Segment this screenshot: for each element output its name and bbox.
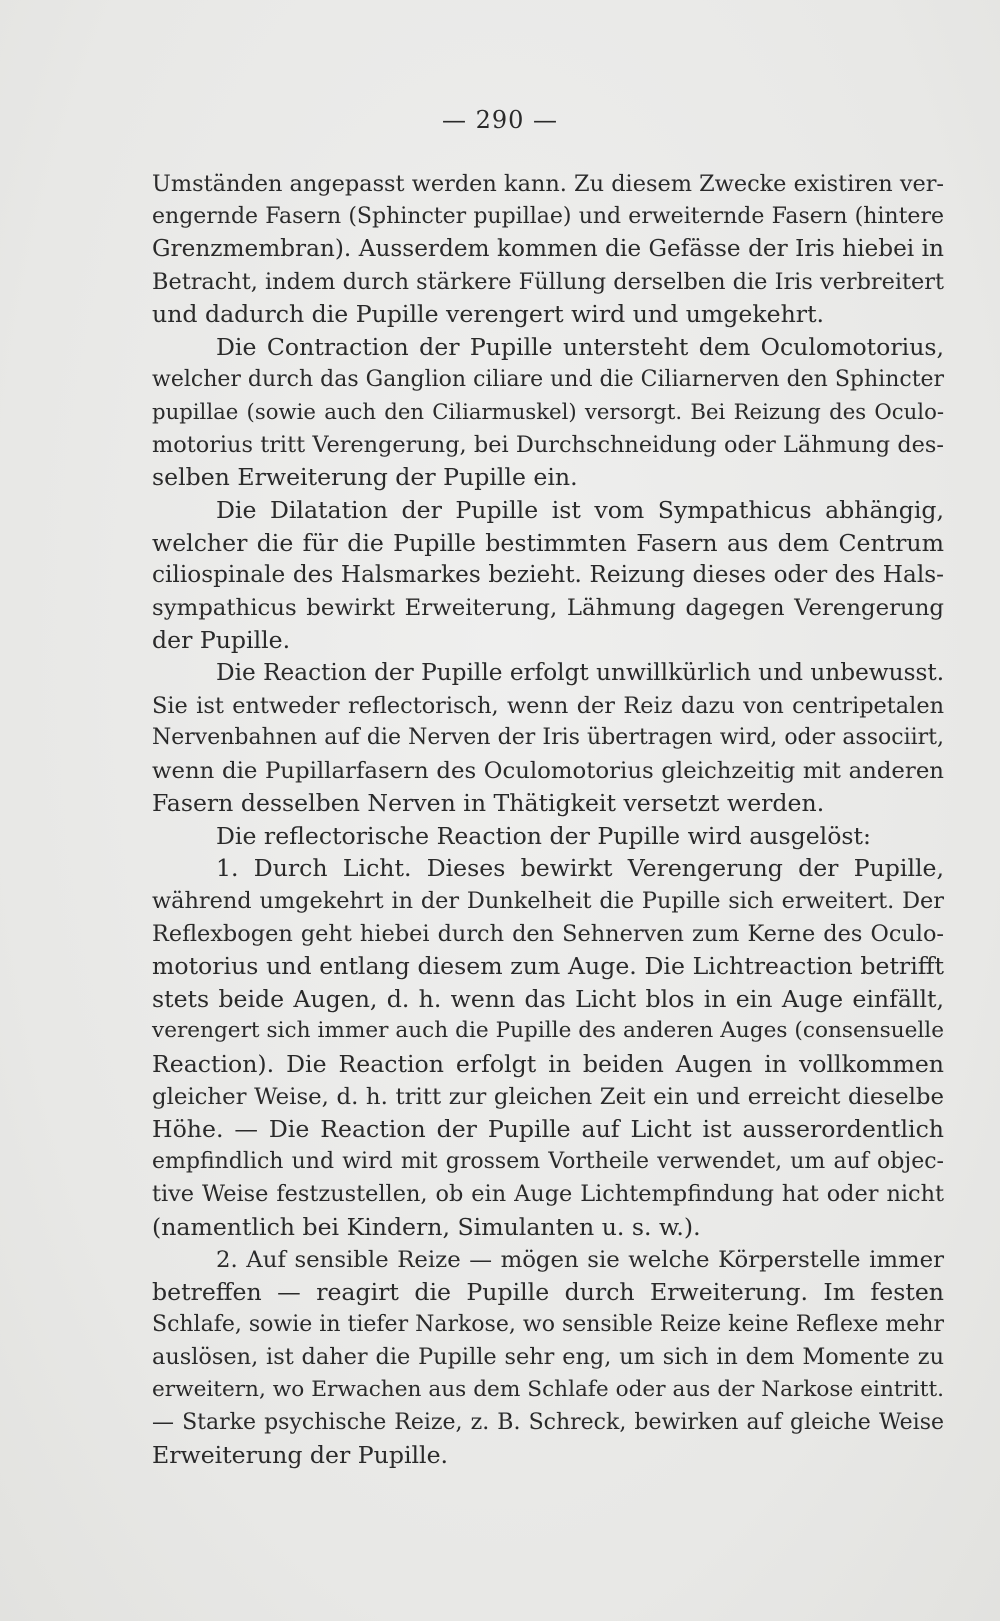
text-line: engernde Fasern (Sphincter pupillae) und erweiternde Fasern (hintere [152,203,944,229]
text-line: Reaction). Die Reaction erfolgt in beiden Augen in vollkommen [152,1050,944,1079]
text-line: motorius und entlang diesem zum Auge. Die Lichtreaction betrifft [152,952,944,981]
text-line: sympathicus bewirkt Erweiterung, Lähmung dagegen Verengerung [152,594,944,621]
text-line: Nervenbahnen auf die Nerven der Iris übertragen wird, oder associirt, [152,725,944,751]
text-line: der Pupille. [152,626,291,655]
text-line: selben Erweiterung der Pupille ein. [152,463,578,492]
text-line: Umständen angepasst werden kann. Zu diesem Zwecke existiren ver- [152,171,944,197]
text-line: verengert sich immer auch die Pupille des anderen Auges (consensuelle [152,1018,944,1044]
text-line: Erweiterung der Pupille. [152,1441,449,1470]
text-line: gleicher Weise, d. h. tritt zur gleichen Zeit ein und erreicht dieselbe [152,1083,944,1110]
text-line: Höhe. — Die Reaction der Pupille auf Licht ist ausserordentlich [152,1115,944,1144]
text-line: erweitern, wo Erwachen aus dem Schlafe oder aus der Narkose eintritt. [152,1376,944,1402]
text-line: wenn die Pupillarfasern des Oculomotorius gleichzeitig mit anderen [152,757,944,784]
text-line: auslösen, ist daher die Pupille sehr eng, um sich in dem Momente zu [152,1344,944,1371]
text-line: Die Dilatation der Pupille ist vom Sympathicus abhängig, [216,495,944,524]
text-line: ciliospinale des Halsmarkes bezieht. Reizung dieses oder des Hals- [152,561,944,589]
page-number: — 290 — [441,106,559,134]
text-line: Die Reaction der Pupille erfolgt unwillkürlich und unbewusst. [216,658,945,686]
text-line: 1. Durch Licht. Dieses bewirkt Verengerung der Pupille, [216,854,944,883]
text-line: 2. Auf sensible Reize — mögen sie welche Körperstelle immer [216,1246,944,1273]
text-line: welcher die für die Pupille bestimmten Fasern aus dem Centrum [152,528,944,557]
text-line: welcher durch das Ganglion ciliare und die Ciliarnerven den Sphincter [152,366,945,392]
text-line: Fasern desselben Nerven in Thätigkeit versetzt werden. [152,789,825,818]
text-line: betreffen — reagirt die Pupille durch Erweiterung. Im festen [152,1278,944,1307]
text-line: Die Contraction der Pupille untersteht dem Oculomotorius, [216,332,944,361]
text-line: während umgekehrt in der Dunkelheit die Pupille sich erweitert. Der [152,888,944,915]
text-line: Grenzmembran). Ausserdem kommen die Gefässe der Iris hiebei in [152,235,944,263]
text-line: motorius tritt Verengerung, bei Durchschneidung oder Lähmung des- [152,431,944,458]
text-line: empfindlich und wird mit grossem Vortheile verwendet, um auf objec- [152,1148,944,1174]
text-line: Sie ist entweder reflectorisch, wenn der Reiz dazu von centripetalen [152,692,944,719]
text-line: Die reflectorische Reaction der Pupille wird ausgelöst: [216,821,871,850]
body-text [152,168,944,1472]
text-line: Schlafe, sowie in tiefer Narkose, wo sensible Reize keine Reflexe mehr [152,1311,944,1337]
text-line: (namentlich bei Kindern, Simulanten u. s. w.). [152,1213,701,1241]
text-line: und dadurch die Pupille verengert wird und umgekehrt. [152,300,825,329]
text-line: tive Weise festzustellen, ob ein Auge Lichtempfindung hat oder nicht [152,1181,944,1208]
text-line: stets beide Augen, d. h. wenn das Licht blos in ein Auge einfällt, [152,984,944,1013]
text-line: Betracht, indem durch stärkere Füllung derselben die Iris verbreitert [152,268,944,295]
text-line: pupillae (sowie auch den Ciliarmuskel) versorgt. Bei Reizung des Oculo- [152,399,944,425]
text-line: — Starke psychische Reize, z. B. Schreck, bewirken auf gleiche Weise [152,1409,944,1435]
text-line: Reflexbogen geht hiebei durch den Sehnerven zum Kerne des Oculo- [152,920,944,947]
